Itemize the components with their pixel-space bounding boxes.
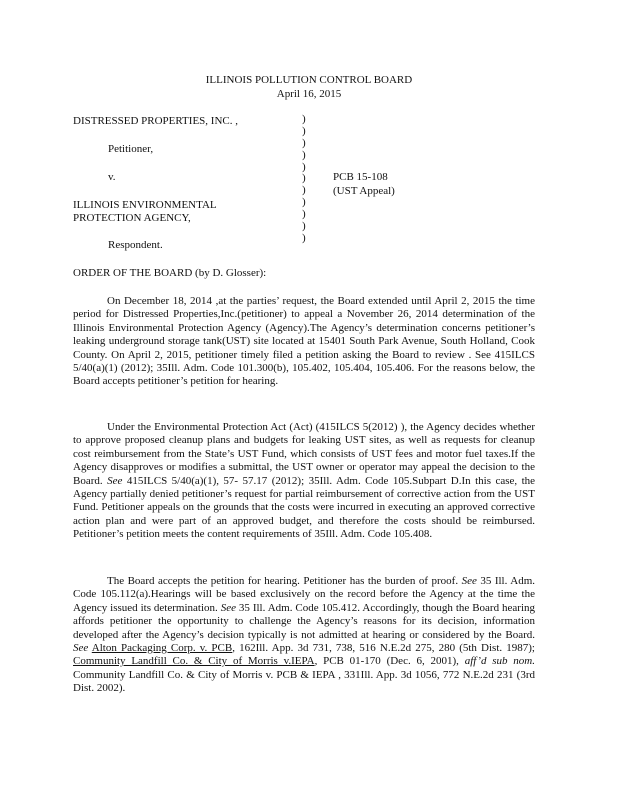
paragraph-3-text [73,575,535,696]
caption-paren: ) [302,136,306,149]
paragraph-3-part6: Community Landfill Co. & City of Morris v. PCB & IEPA , 331Ill. App. 3d 1056, 772 N.E.2d 231 (3rd Dist. 2002). [73,668,535,695]
versus-label: v. [108,171,116,183]
see-signal: See [220,601,236,614]
caption-paren: ) [302,113,306,125]
case-citation-alton: Alton Packaging Corp. v. PCB [91,642,233,655]
paragraph-2-text [73,421,535,542]
paragraph-3-part3: 35 Ill. Adm. Code 105.412. Accordingly, though the Board hearing affords petitioner the opportunity to challenge the Agency’s reasons for its decision, information developed after the Agency’s decision typically is not admitted at hearing or considered by the Board. [73,601,535,641]
caption-paren: ) [302,160,306,173]
paragraph-3 [73,575,535,696]
case-number: PCB 15-108 [333,171,388,183]
affd-signal: aff’d sub nom. [464,655,535,668]
paragraph-3-part5: , PCB 01-170 (Dec. 6, 2001), [314,655,459,668]
respondent-name-line2: PROTECTION AGENCY, [73,212,191,224]
case-citation-community-landfill: Community Landfill Co. & City of Morris v.IEPA [73,655,315,668]
caption-paren: ) [302,231,306,244]
caption-paren: ) [302,148,306,161]
agency-title: ILLINOIS POLLUTION CONTROL BOARD [205,74,413,86]
paragraph-3-part4: , 162Ill. App. 3d 731, 738, 516 N.E.2d 275, 280 (5th Dist. 1987); [232,642,535,655]
respondent-role: Respondent. [108,239,163,251]
paragraph-3-part1: The Board accepts the petition for hearing. Petitioner has the burden of proof. [107,575,459,587]
petitioner-role: Petitioner, [108,143,154,155]
caption-paren: ) [302,208,306,221]
paragraph-1 [73,295,535,389]
order-date: April 16, 2015 [276,88,342,100]
see-signal: See [107,474,123,487]
petitioner-name: DISTRESSED PROPERTIES, INC. , [73,115,238,127]
case-type: (UST Appeal) [333,185,395,197]
caption-parentheses [302,114,310,245]
paragraph-2-part1: Under the Environmental Protection Act (Act) (415ILCS 5(2012) ), the Agency decides whether to approve proposed cleanup plans and budgets for leaking UST sites, as well as requests for cleanup cost reimbursement from the State’s UST Fund, which consists of UST fees and motor fuel taxes.If the Agency disapproves or modifies a submittal, the UST owner or operator may appeal the decision to the Board. [73,421,535,487]
caption-paren: ) [302,220,306,233]
paragraph-1-text: On December 18, 2014 ,at the parties’ request, the Board extended until April 2, 2015 the time period for Distressed Properties,Inc.(petitioner) to appeal a November 26, 2014 determination of the Illinois Environmental Protection Agency (Agency).The Agency’s determination concerns petitioner’s leaking underground storage tank(UST) site located at 15401 South Park Avenue, South Holland, Cook County. On April 2, 2015, petitioner timely filed a petition asking the Board to review . See 415ILCS 5/40(a)(1) (2012); 35Ill. Adm. Code 101.300(b), 105.402, 105.404, 105.406. For the reasons below, the Board accepts petitioner’s petition for hearing. [73,295,535,388]
paragraph-2-part2: 415ILCS 5/40(a)(1), 57- 57.17 (2012); 35Ill. Adm. Code 105.Subpart D.In this case, the Agency partially denied petitioner’s request for partial reimbursement of corrective action from the UST Fund. Petitioner appeals on the grounds that the costs were incurred in executing an approved corrective action plan and were part of an approved budget, and therefore the costs should be reimbursed. Petitioner’s petition meets the content requirements of 35Ill. Adm. Code 105.408. [73,474,536,541]
respondent-name-line1: ILLINOIS ENVIRONMENTAL [73,199,217,211]
see-signal: See [73,642,89,655]
paragraph-3-part2: 35 Ill. Adm. Code 105.112(a).Hearings will be based exclusively on the record before the Agency at the time the Agency issued its determination. [73,575,536,614]
order-heading: ORDER OF THE BOARD (by D. Glosser): [73,267,267,279]
caption-paren: ) [302,184,306,197]
caption-paren: ) [302,196,306,209]
caption-paren: ) [302,172,306,185]
caption-paren: ) [302,124,306,137]
see-signal: See [461,575,477,587]
paragraph-2 [73,421,535,542]
